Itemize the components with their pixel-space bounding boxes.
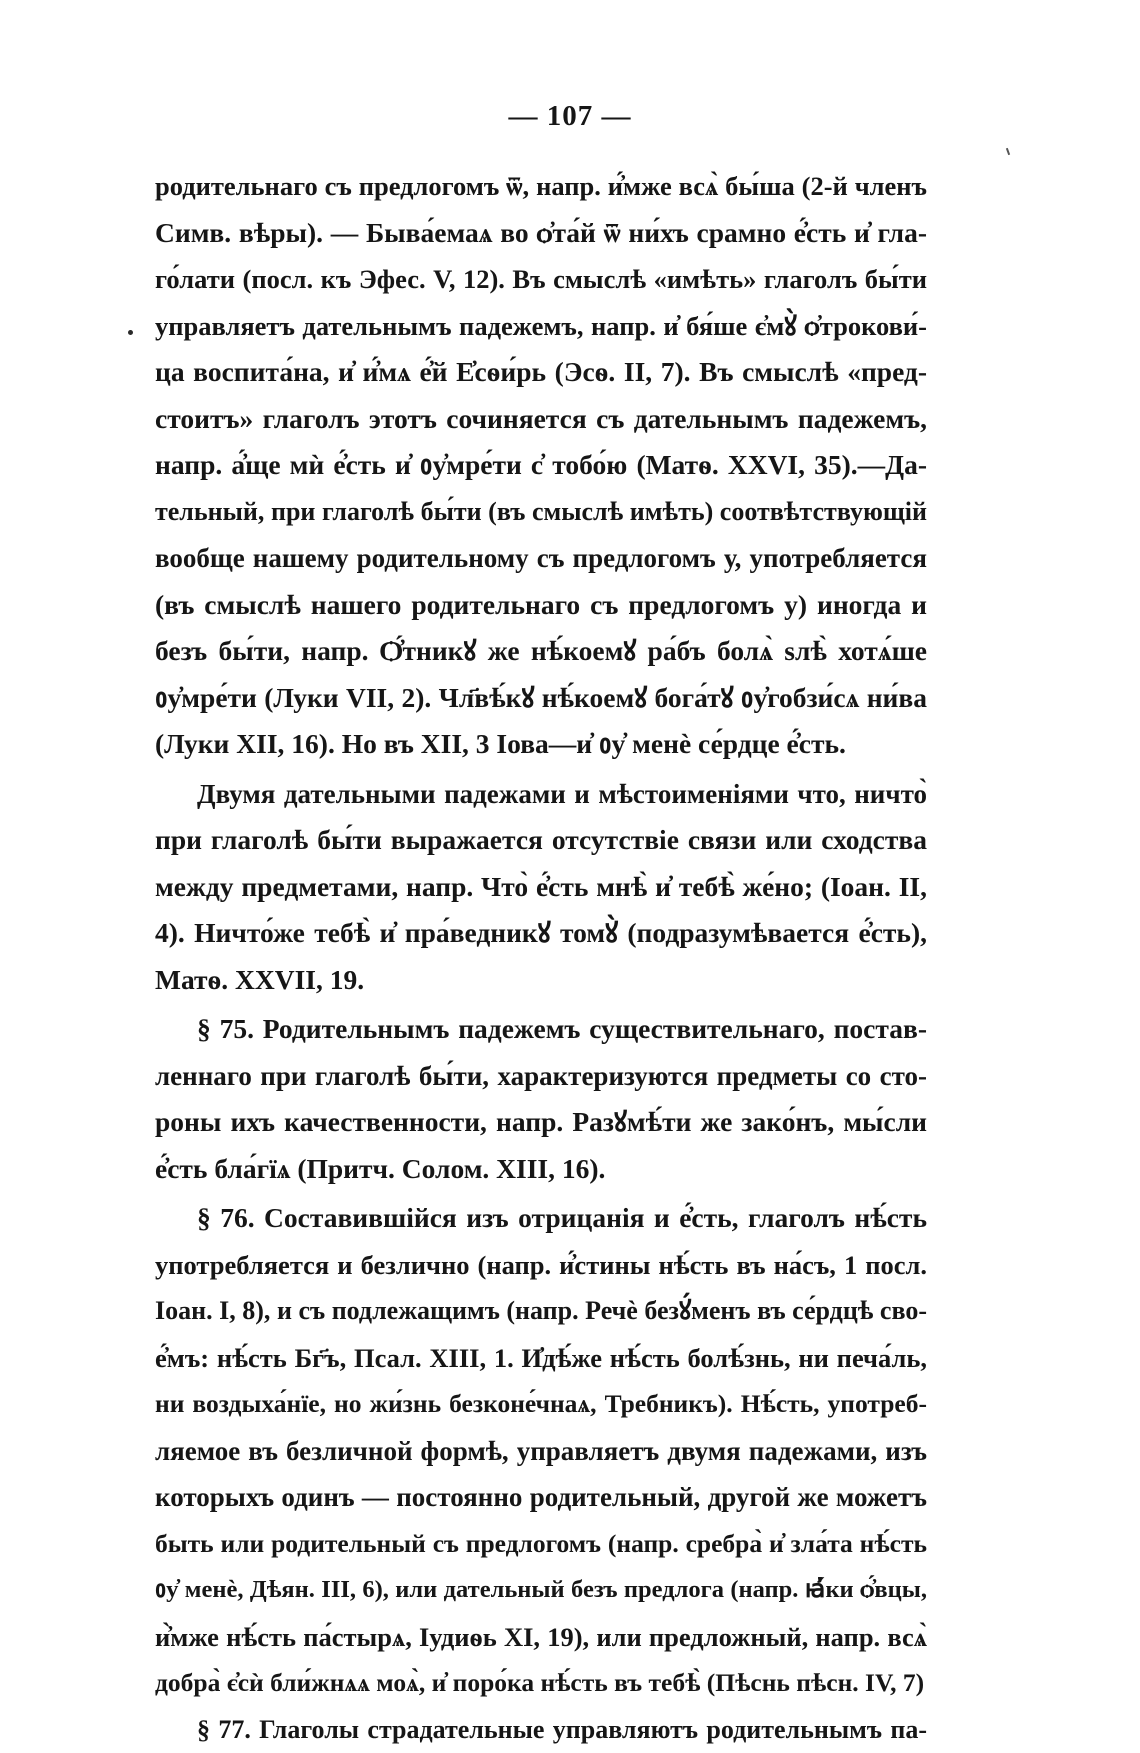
text-line: и҆̀мже нѣ́сть па́стырѧ, Іудиѳь XI, 19), или предложный, напр. всѧ̀	[155, 1614, 927, 1661]
section-76-heading-line: § 76. Составившійся изъ отрицанія и е҆́сть, глаголъ нѣ́сть	[155, 1195, 927, 1242]
margin-dot	[128, 330, 133, 335]
text-line: стоитъ» глаголъ этотъ сочиняется съ дательнымъ падежемъ,	[155, 396, 927, 443]
body-text	[155, 163, 927, 1753]
margin-mark	[1006, 148, 1010, 155]
text-line: употребляется и безлично (напр. и҆́стины нѣ́сть въ на́съ, 1 посл.	[155, 1242, 927, 1289]
text-line: тельный, при глаголѣ бы́ти (въ смыслѣ имѣть) соотвѣтствующій	[155, 489, 927, 536]
text-line: Симв. вѣры). — Быва́емаѧ во ѻ҆та́й ѿ ни́хъ срамно е҆́сть и҆ гла-	[155, 210, 927, 257]
text-line: ни воздыха́нїе, но жи́знь безконе́чнаѧ, Требникъ). Нѣ́сть, употреб-	[155, 1381, 927, 1428]
text-line: напр. а҆́ще мѝ е҆́сть и҆ ᲂу҆мре́ти с҆ тобо́ю (Матѳ. XXVI, 35).—Да-	[155, 442, 927, 489]
text-line: (Луки XII, 16). Но въ XII, 3 Іова—и҆ ᲂу҆ менѐ се́рдце е҆́сть.	[155, 721, 927, 768]
text-line: между предметами, напр. Что̀ е҆́сть мнѣ̀ и҆ тебѣ̀ же́но; (Іоан. II,	[155, 864, 927, 911]
text-line: родительнаго съ предлогомъ ѿ, напр. и҆́мже всѧ̀ бы́ша (2-й членъ	[155, 163, 927, 210]
text-line: Матѳ. XXVII, 19.	[155, 957, 927, 1004]
text-line: Іоан. I, 8), и съ подлежащимъ (напр. Речѐ безꙋ́менъ въ се́рдцѣ сво-	[155, 1288, 927, 1335]
text-line: леннаго при глаголѣ бы́ти, характеризуются предметы со сто-	[155, 1053, 927, 1100]
text-line: ᲂу҆мре́ти (Луки VII, 2). Чл҃вѣ́кꙋ нѣ́коемꙋ бога́тꙋ ᲂу҆гобзи́сѧ ни́ва	[155, 675, 927, 722]
text-line: добра̀ є҆сѝ бли́жнѧѧ моѧ̀, и҆ поро́ка нѣ́сть въ тебѣ̀ (Пѣснь пѣсн. IV, 7)	[155, 1660, 927, 1707]
text-line: го́лати (посл. къ Эфес. V, 12). Въ смыслѣ «имѣть» глаголъ бы́ти	[155, 256, 927, 303]
text-line: ляемое въ безличной формѣ, управляетъ двумя падежами, изъ	[155, 1428, 927, 1475]
text-line: при глаголѣ бы́ти выражается отсутствіе связи или сходства	[155, 817, 927, 864]
text-line: ца воспита́на, и҆ и҆́мѧ е҆́й Е҆сѳи́рь (Эсѳ. II, 7). Въ смыслѣ «пред-	[155, 349, 927, 396]
text-line: вообще нашему родительному съ предлогомъ у, употребляется	[155, 535, 927, 582]
page-number: — 107 —	[0, 100, 1140, 133]
text-line: е҆́сть бла́гїѧ (Притч. Солом. XIII, 16).	[155, 1146, 927, 1193]
text-line: быть или родительный съ предлогомъ (напр. сребра̀ и҆ зла́та нѣ́сть	[155, 1521, 927, 1568]
section-75-heading-line: § 75. Родительнымъ падежемъ существительнаго, постав-	[155, 1006, 927, 1053]
text-line: управляетъ дательнымъ падежемъ, напр. и҆ бя́ше є҆мꙋ̀ ѻ҆трокови́-	[155, 303, 927, 350]
text-line: (въ смыслѣ нашего родительнаго съ предлогомъ у) иногда и	[155, 582, 927, 629]
text-line: Двумя дательными падежами и мѣстоименіями что, ничто̀	[155, 771, 927, 818]
text-line: роны ихъ качественности, напр. Разꙋмѣ́ти же зако́нъ, мы́сли	[155, 1099, 927, 1146]
text-line: 4). Ничто́же тебѣ̀ и҆ пра́ведникꙋ томꙋ̀ (подразумѣвается е҆́сть),	[155, 910, 927, 957]
text-line: е҆́мъ: нѣ́сть Бг҃ъ, Псал. XIII, 1. И҆дѣ́же нѣ́сть болѣ́знь, ни печа́ль,	[155, 1335, 927, 1382]
text-line: которыхъ одинъ — постоянно родительный, другой же можетъ	[155, 1474, 927, 1521]
section-77-heading-line: § 77. Глаголы страдательные управляютъ родительнымъ па-	[155, 1707, 927, 1753]
text-line: ᲂу҆ менѐ, Дѣян. III, 6), или дательный безъ предлога (напр. ꙗ҆́ки ѻ҆́вцы,	[155, 1567, 927, 1614]
text-line: безъ бы́ти, напр. Ѻ҆́тникꙋ же нѣ́коемꙋ ра́бъ болѧ̀ ѕлѣ̀ хотѧ́ше	[155, 628, 927, 675]
